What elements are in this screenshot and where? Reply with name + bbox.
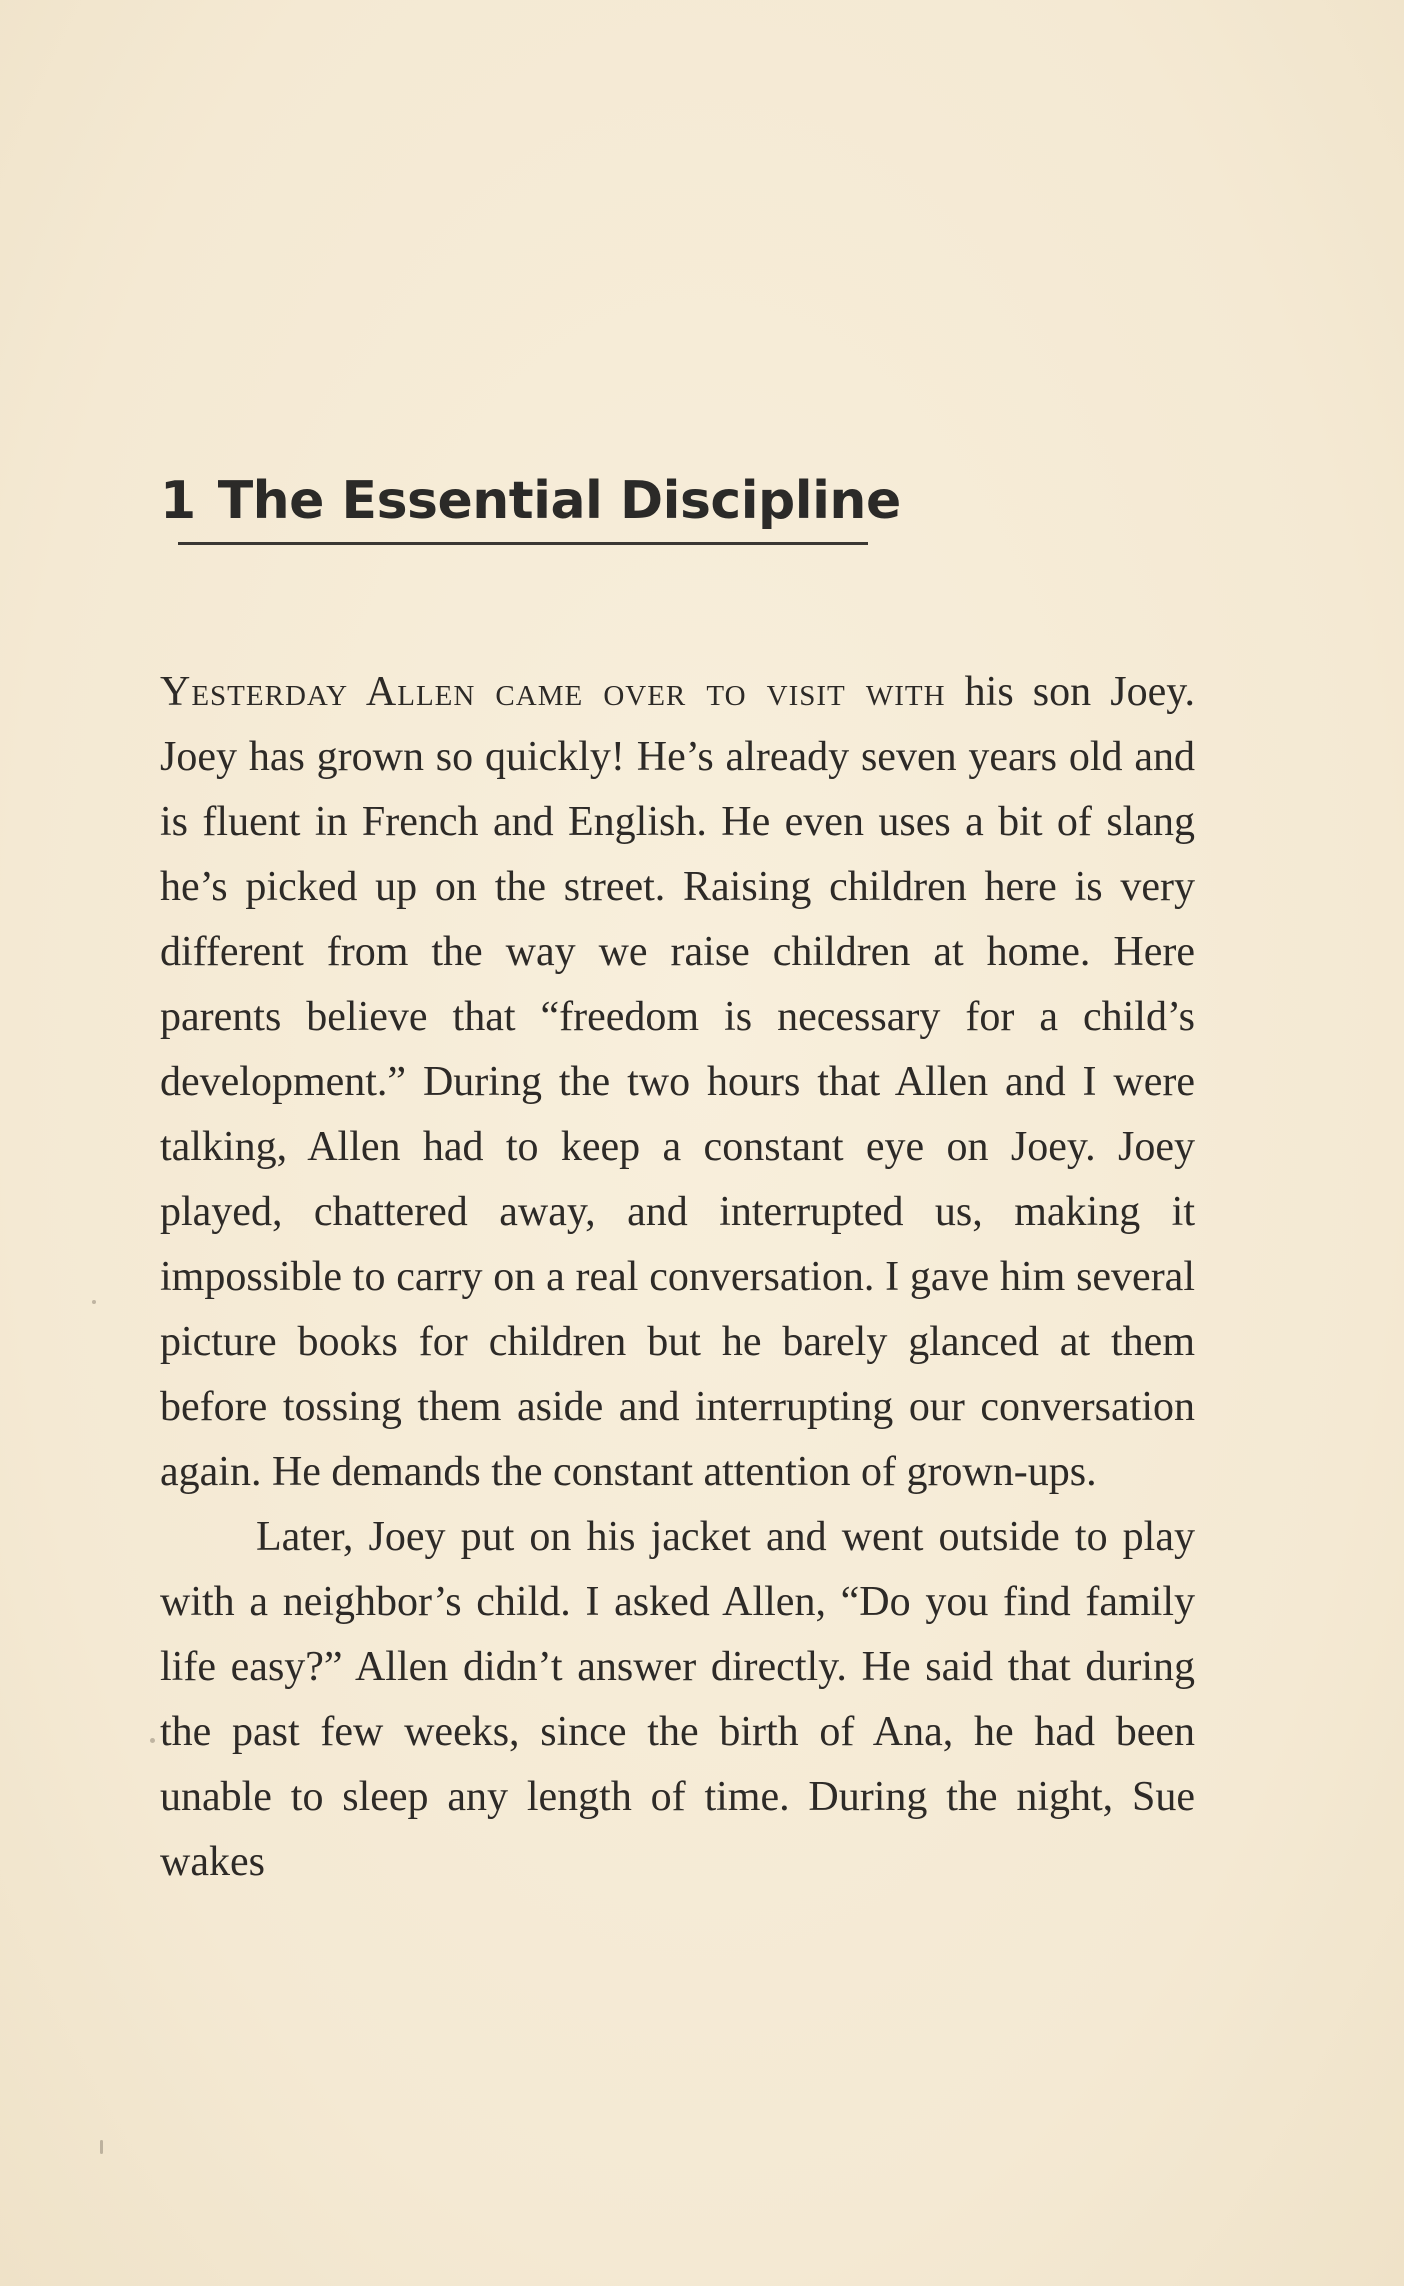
chapter-title: The Essential Discipline xyxy=(217,470,901,531)
body-text xyxy=(160,660,1195,1895)
paragraph xyxy=(160,1505,1195,1895)
page-speck xyxy=(92,1300,96,1304)
page-speck xyxy=(150,1738,155,1743)
paragraph xyxy=(160,660,1195,1505)
paragraph-text: Later, Joey put on his jacket and went outside to play with a neighbor’s child. I asked Allen, “Do you find family life easy?” Allen didn’t answer directly. He said that during the past few weeks, since the birth of Ana, he had been unable to sleep any length of time. During the night, Sue wakes xyxy=(160,1514,1195,1885)
heading-rule xyxy=(178,542,868,545)
opening-small-caps: Yesterday Allen came over to visit with xyxy=(160,669,946,715)
paragraph-text: his son Joey. Joey has grown so quickly! He’s already seven years old and is fluent in French and English. He even uses a bit of slang he’s picked up on the street. Raising children here is very different from the way we raise children at home. Here parents believe that “freedom is necessary for a child’s development.” During the two hours that Allen and I were talking, Allen had to keep a constant eye on Joey. Joey played, chattered away, and interrupted us, making it impossible to carry on a real conversation. I gave him several picture books for children but he barely glanced at them before tossing them aside and interrupting our conversation again. He demands the constant attention of grown-ups. xyxy=(160,669,1196,1495)
chapter-number: 1 xyxy=(160,470,196,531)
page-speck xyxy=(100,2140,103,2154)
chapter-heading xyxy=(160,471,901,531)
